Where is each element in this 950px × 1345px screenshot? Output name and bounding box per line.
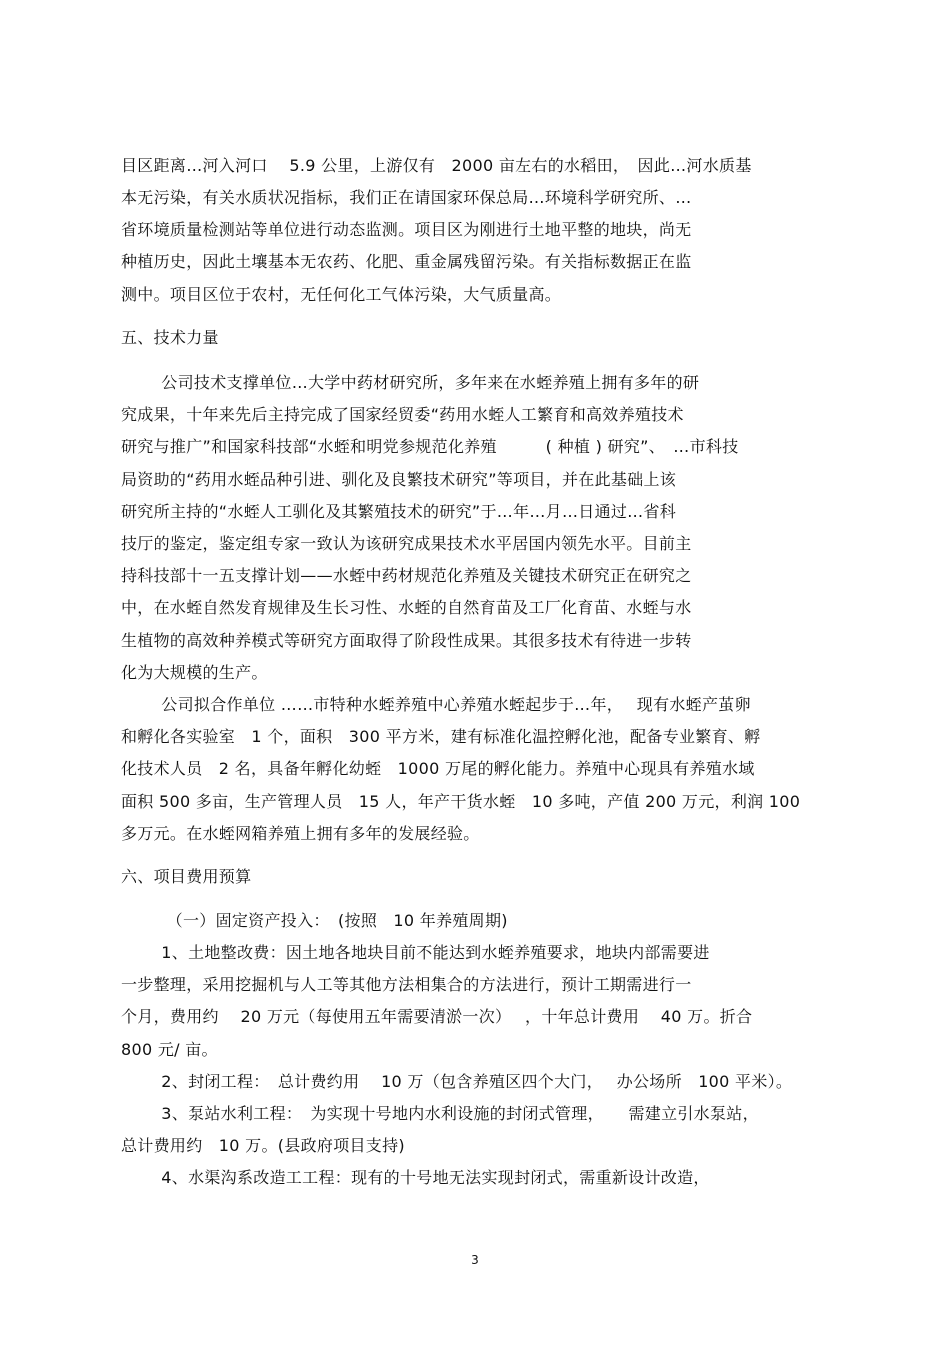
- section-heading: 六、项目费用预算: [121, 867, 252, 886]
- text-line: 面积 500 多亩，生产管理人员 15 人，年产干货水蛭 10 多吨，产值 200 万元，利润 100: [121, 792, 801, 811]
- text-line: 研究与推广”和国家科技部“水蛭和明党参规范化养殖 ( 种植 ) 研究”、 …市科技: [121, 437, 739, 456]
- text-line: 化技术人员 2 名，具备年孵化幼蛭 1000 万尾的孵化能力。养殖中心现具有养殖水域: [121, 759, 755, 778]
- text-line: 种植历史，因此土壤基本无农药、化肥、重金属残留污染。有关指标数据正在监: [121, 252, 692, 271]
- text-line: 和孵化各实验室 1 个，面积 300 平方米，建有标准化温控孵化池，配备专业繁育、孵: [121, 727, 761, 746]
- section-heading: 五、技术力量: [121, 328, 219, 347]
- text-line: 800 元/ 亩。: [121, 1040, 218, 1059]
- text-line: 技厅的鉴定，鉴定组专家一致认为该研究成果技术水平居国内领先水平。目前主: [121, 534, 692, 553]
- text-line: 局资助的“药用水蛭品种引进、驯化及良繁技术研究”等项目，并在此基础上该: [121, 470, 677, 489]
- text-line: 生植物的高效种养模式等研究方面取得了阶段性成果。其很多技术有待进一步转: [121, 631, 692, 650]
- text-line: 总计费用约 10 万。(县政府项目支持): [121, 1136, 405, 1155]
- text-line: 本无污染，有关水质状况指标，我们正在请国家环保总局…环境科学研究所、…: [121, 188, 692, 207]
- text-line: 一步整理，采用挖掘机与人工等其他方法相集合的方法进行，预计工期需进行一: [121, 975, 692, 994]
- text-line: 研究所主持的“水蛭人工驯化及其繁殖技术的研究”于…年…月…日通过…省科: [121, 502, 677, 521]
- text-line: 4、水渠沟系改造工工程：现有的十号地无法实现封闭式，需重新设计改造，: [145, 1168, 710, 1187]
- text-line: 公司技术支撑单位…大学中药材研究所，多年来在水蛭养殖上拥有多年的研: [145, 373, 700, 392]
- text-line: 目区距离…河入河口 5.9 公里，上游仅有 2000 亩左右的水稻田， 因此…河水质基: [121, 156, 752, 175]
- text-line: 2、封闭工程： 总计费约用 10 万（包含养殖区四个大门， 办公场所 100 平米）。: [145, 1072, 793, 1091]
- text-line: 3、泵站水利工程： 为实现十号地内水利设施的封闭式管理， 需建立引水泵站，: [145, 1104, 759, 1123]
- text-line: 省环境质量检测站等单位进行动态监测。项目区为刚进行土地平整的地块，尚无: [121, 220, 692, 239]
- text-line: 多万元。在水蛭网箱养殖上拥有多年的发展经验。: [121, 824, 480, 843]
- text-line: 究成果，十年来先后主持完成了国家经贸委“药用水蛭人工繁育和高效养殖技术: [121, 405, 684, 424]
- page-number: 3: [471, 1253, 479, 1267]
- text-line: 个月，费用约 20 万元（每使用五年需要清淤一次） ，十年总计费用 40 万。折合: [121, 1007, 753, 1026]
- subsection-heading: （一）固定资产投入： (按照 10 年养殖周期): [145, 911, 508, 930]
- text-line: 1、土地整改费：因土地各地块目前不能达到水蛭养殖要求，地块内部需要进: [145, 943, 710, 962]
- text-line: 中，在水蛭自然发育规律及生长习性、水蛭的自然育苗及工厂化育苗、水蛭与水: [121, 598, 692, 617]
- text-line: 化为大规模的生产。: [121, 663, 268, 682]
- text-line: 测中。项目区位于农村，无任何化工气体污染，大气质量高。: [121, 285, 562, 304]
- text-line: 公司拟合作单位 ……市特种水蛭养殖中心养殖水蛭起步于…年， 现有水蛭产茧卵: [145, 695, 751, 714]
- text-line: 持科技部十一五支撑计划——水蛭中药材规范化养殖及关键技术研究正在研究之: [121, 566, 692, 585]
